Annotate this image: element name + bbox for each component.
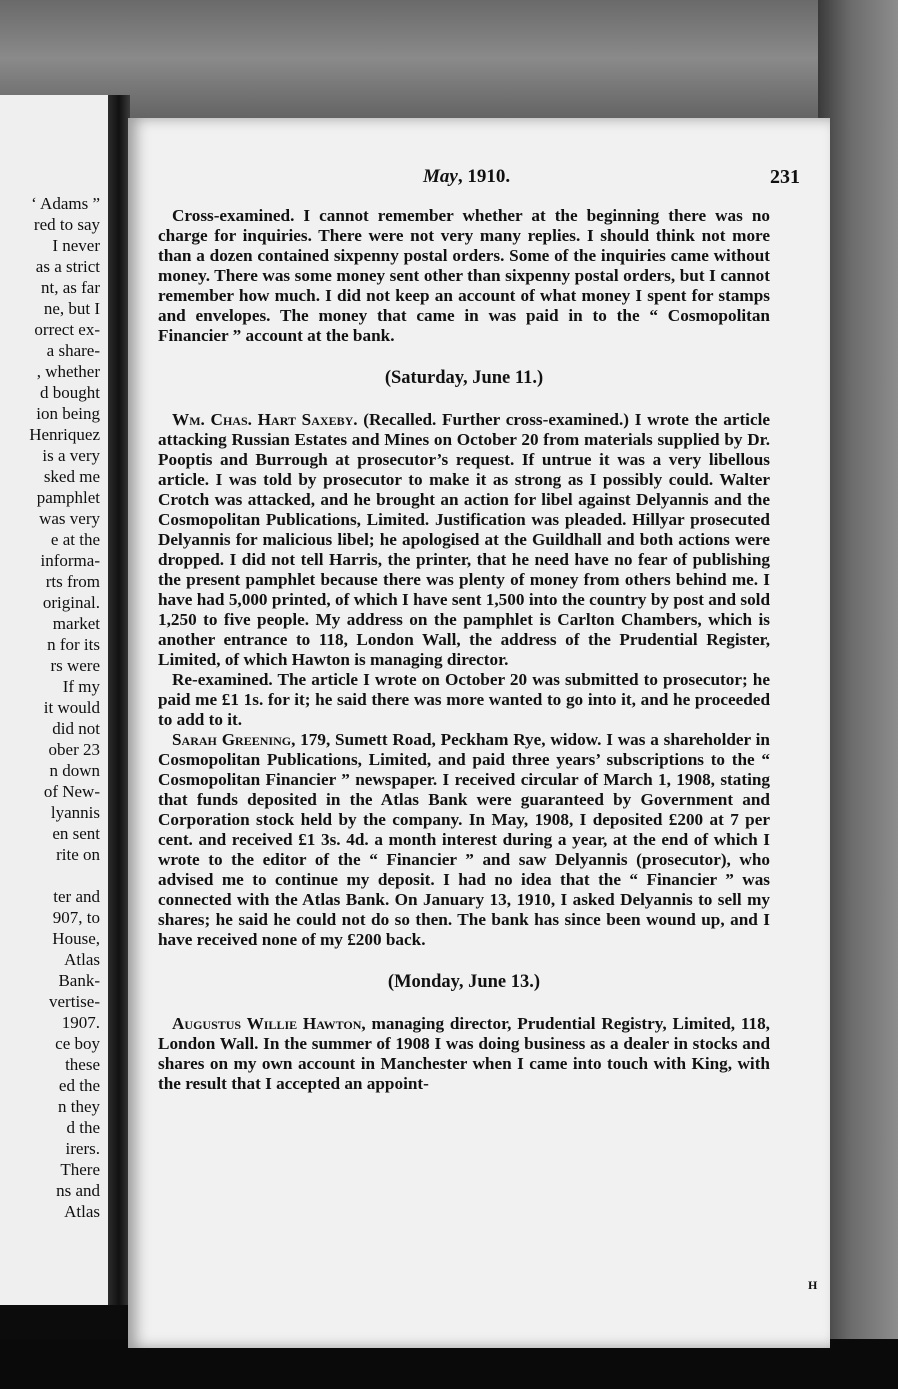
- header-month: May: [423, 166, 458, 187]
- witness-name-hawton: Augustus Willie Hawton,: [172, 1014, 366, 1033]
- previous-page-line: informa-: [40, 551, 100, 570]
- previous-page-line: Atlas: [64, 950, 100, 969]
- previous-page-line: rts from: [45, 572, 100, 591]
- previous-page-line: 1907.: [61, 1013, 100, 1032]
- paragraph-cross-examined: Cross-examined. I cannot remember whether at the beginning there was no charge for inquiries. There were not very many replies. I should think not more than a dozen contained sixpenny postal orders. Some of the inquiries came without money. There was some money sent other than sixpenny postal orders, but I cannot remember how much. I did not keep an account of what money I spent for stamps and envelopes. The money that came in was paid in to the “ Cosmopolitan Financier ” account at the bank.: [158, 206, 770, 345]
- previous-page-line: ter and: [53, 887, 100, 906]
- book-gutter: [108, 95, 130, 1305]
- previous-page-line: orrect ex-: [34, 320, 100, 339]
- previous-page-line: There: [60, 1160, 100, 1179]
- previous-page-line: a share-: [46, 341, 100, 360]
- section-heading-saturday: (Saturday, June 11.): [384, 368, 544, 388]
- paragraph-saxeby: [158, 410, 770, 670]
- witness-name-saxeby: Wm. Chas. Hart Saxeby.: [172, 410, 358, 429]
- signature-mark: H: [808, 1278, 818, 1292]
- previous-page-line: ‘ Adams ”: [31, 194, 100, 213]
- paragraph-greening: [158, 730, 770, 950]
- previous-page-line: lyannis: [50, 803, 100, 822]
- previous-page-line: of New-: [43, 782, 100, 801]
- testimony-hawton: managing director, Prudential Registry, Limited, 118, London Wall. In the summer of 1908 I was doing business as a dealer in stocks and shares on my own account in Manchester when I came into touch with King, with the result that I accepted an appoint-: [158, 1014, 770, 1093]
- previous-page-line: vertise-: [49, 992, 100, 1011]
- previous-page-line: did not: [52, 719, 100, 738]
- previous-page-line: d bought: [40, 383, 100, 402]
- testimony-saxeby: (Recalled. Further cross-examined.) I wrote the article attacking Russian Estates and Mines on October 20 from materials supplied by Dr. Pooptis and Burrough at prosecutor’s request. If untrue it was a very libellous article. I was told by prosecutor to make it as strong as I possibly could. Walter Crotch was attacked, and he brought an action for libel against Delyannis and the Cosmopolitan Publications, Limited. Justification was pleaded. Hillyar prosecuted Delyannis for malicious libel; he apologised at the Guildhall and both actions were dropped. I did not tell Harris, the printer, that he need have no fear of publishing the present pamphlet because there was plenty of money from others behind me. I have had 5,000 printed, of which I have sent 1,500 into the country by post and sold 1,250 to five people. My address on the pamphlet is Carlton Chambers, which is another entrance to 118, London Wall, the address of the Prudential Register, Limited, of which Hawton is managing director.: [158, 410, 770, 669]
- previous-page-line: market: [52, 614, 100, 633]
- previous-page-line: ns and: [56, 1181, 100, 1200]
- previous-page-line: 907, to: [52, 908, 100, 927]
- previous-page-line: irers.: [65, 1139, 100, 1158]
- paragraph-hawton: [158, 1014, 770, 1094]
- page-body: [158, 206, 770, 1094]
- previous-page-line: nt, as far: [40, 278, 100, 297]
- previous-page-line: n for its: [47, 635, 100, 654]
- running-title: [423, 166, 510, 188]
- previous-page-line: Henriquez: [29, 425, 100, 444]
- previous-page-line: ed the: [58, 1076, 100, 1095]
- previous-page-line: If my: [62, 677, 100, 696]
- previous-page-fragment: [0, 95, 108, 1305]
- previous-page-line: as a strict: [35, 257, 100, 276]
- testimony-greening: 179, Sumett Road, Peckham Rye, widow. I was a shareholder in Cosmopolitan Publications, Limited, and paid three years’ subscriptions to the “ Cosmopolitan Financier ” newspaper. I received circular of March 1, 1908, stating that funds deposited in the Atlas Bank were guaranteed by Government and Corporation stock held by the company. In May, 1908, I deposited £200 at 7 per cent. and received £1 3s. 4d. a month interest during a year, at the end of which I wrote to the editor of the “ Financier ” and saw Delyannis (prosecutor), who advised me to continue my deposit. I had no idea that the “ Financier ” was connected with the Atlas Bank. On January 13, 1910, I asked Delyannis to sell my shares; he said he could not do so then. The bank has since been wound up, and I have received none of my £200 back.: [158, 730, 770, 949]
- previous-page-line: red to say: [33, 215, 100, 234]
- previous-page-line: Bank-: [58, 971, 100, 990]
- book-page: [128, 118, 830, 1348]
- scan-background-top: [0, 0, 898, 130]
- section-heading-monday: (Monday, June 13.): [387, 972, 541, 992]
- previous-page-line: rite on: [56, 845, 100, 864]
- page-number: 231: [770, 166, 800, 188]
- previous-page-line: is a very: [42, 446, 100, 465]
- previous-page-line: these: [65, 1055, 100, 1074]
- paragraph-re-examined: Re-examined. The article I wrote on October 20 was submitted to prosecutor; he paid me £1 1s. for it; he said there was more wanted to go into it, and he proceeded to add to it.: [158, 670, 770, 729]
- previous-page-line: pamphlet: [36, 488, 100, 507]
- witness-name-greening: Sarah Greening,: [172, 730, 296, 749]
- previous-page-line: n they: [57, 1097, 100, 1116]
- previous-page-line: ober 23: [48, 740, 100, 759]
- header-year: , 1910.: [457, 166, 511, 187]
- previous-page-line: , whether: [36, 362, 100, 381]
- previous-page-line: it would: [43, 698, 100, 717]
- previous-page-line: en sent: [52, 824, 100, 843]
- previous-page-line: ce boy: [55, 1034, 100, 1053]
- previous-page-line: sked me: [43, 467, 100, 486]
- previous-page-line: I never: [52, 236, 100, 255]
- previous-page-line: ion being: [36, 404, 100, 423]
- previous-page-line: e at the: [50, 530, 100, 549]
- scan-background-right: [818, 0, 898, 1389]
- previous-page-line: rs were: [50, 656, 100, 675]
- previous-page-line: was very: [39, 509, 100, 528]
- previous-page-line: n down: [49, 761, 100, 780]
- previous-page-line: original.: [42, 593, 100, 612]
- previous-page-line: ne, but I: [43, 299, 100, 318]
- previous-page-line: House,: [52, 929, 100, 948]
- running-header: [158, 166, 800, 192]
- previous-page-line: d the: [66, 1118, 100, 1137]
- previous-page-line: Atlas: [64, 1202, 100, 1221]
